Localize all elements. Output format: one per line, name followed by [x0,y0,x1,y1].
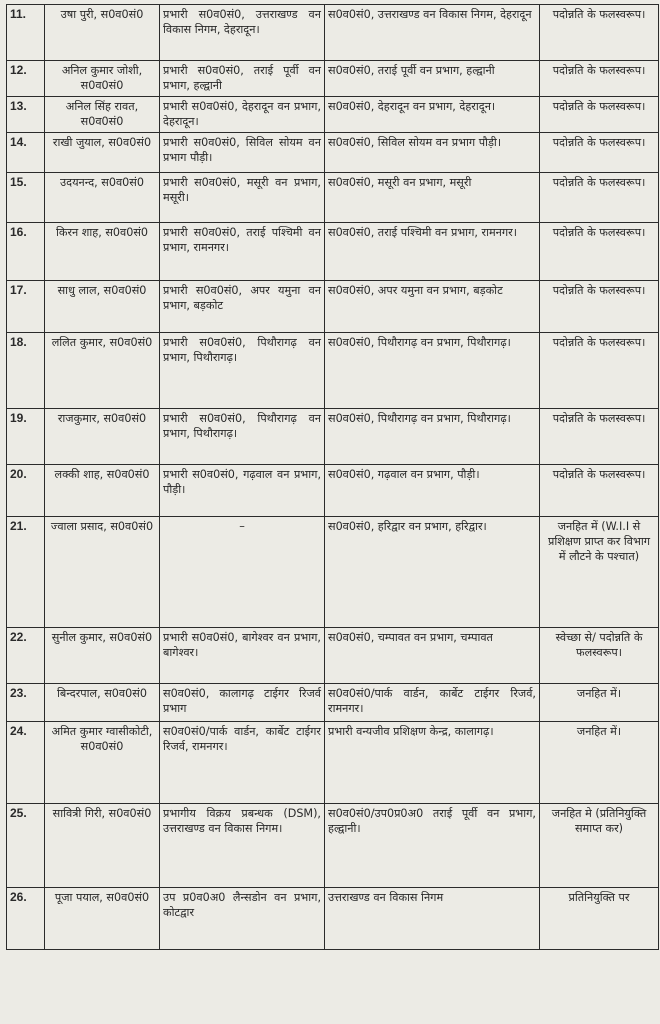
current-posting: प्रभारी स0व0सं0, मसूरी वन प्रभाग, मसूरी। [160,173,325,223]
current-posting: प्रभागीय विक्रय प्रबन्धक (DSM), उत्तराखण्ड वन विकास निगम। [160,804,325,888]
table-row [7,517,659,628]
employee-name: उषा पुरी, स0व0सं0 [45,5,160,61]
table-row [7,465,659,517]
row-number: 22. [7,628,45,684]
employee-name: राखी जुयाल, स0व0सं0 [45,133,160,173]
table-row [7,409,659,465]
new-posting: स0व0सं0, तराई पश्चिमी वन प्रभाग, रामनगर। [325,223,540,281]
row-number: 24. [7,722,45,804]
remark: प्रतिनियुक्ति पर [540,888,659,950]
current-posting: प्रभारी स0व0सं0, अपर यमुना वन प्रभाग, बड़कोट [160,281,325,333]
current-posting: प्रभारी स0व0सं0, गढ़वाल वन प्रभाग, पौड़ी। [160,465,325,517]
employee-name: अनिल सिंह रावत, स0व0सं0 [45,97,160,133]
employee-name: किरन शाह, स0व0सं0 [45,223,160,281]
new-posting: स0व0सं0, मसूरी वन प्रभाग, मसूरी [325,173,540,223]
row-number: 18. [7,333,45,409]
row-number: 23. [7,684,45,722]
current-posting: प्रभारी स0व0सं0, पिथौरागढ़ वन प्रभाग, पिथौरागढ़। [160,333,325,409]
current-posting: प्रभारी स0व0सं0, बागेश्वर वन प्रभाग, बागेश्वर। [160,628,325,684]
remark: पदोन्नति के फलस्वरूप। [540,97,659,133]
current-posting: स0व0सं0/पार्क वार्डन, कार्बेट टाईगर रिजर्व, रामनगर। [160,722,325,804]
remark: पदोन्नति के फलस्वरूप। [540,223,659,281]
employee-name: उदयनन्द, स0व0सं0 [45,173,160,223]
table-row [7,173,659,223]
employee-name: अमित कुमार ग्वासीकोटी, स0व0सं0 [45,722,160,804]
remark: पदोन्नति के फलस्वरूप। [540,133,659,173]
row-number: 15. [7,173,45,223]
table-row [7,223,659,281]
new-posting: स0व0सं0/पार्क वार्डन, कार्बेट टाईगर रिजर्व, रामनगर। [325,684,540,722]
remark: पदोन्नति के फलस्वरूप। [540,5,659,61]
current-posting: प्रभारी स0व0सं0, पिथौरागढ़ वन प्रभाग, पिथौरागढ़। [160,409,325,465]
row-number: 20. [7,465,45,517]
table-row [7,628,659,684]
employee-name: ज्वाला प्रसाद, स0व0सं0 [45,517,160,628]
row-number: 11. [7,5,45,61]
remark: पदोन्नति के फलस्वरूप। [540,281,659,333]
table-row [7,5,659,61]
current-posting: प्रभारी स0व0सं0, उत्तराखण्ड वन विकास निगम, देहरादून। [160,5,325,61]
employee-name: साधु लाल, स0व0सं0 [45,281,160,333]
table-row [7,722,659,804]
new-posting: स0व0सं0/उप0प्र0अ0 तराई पूर्वी वन प्रभाग, हल्द्वानी। [325,804,540,888]
row-number: 12. [7,61,45,97]
table-row [7,684,659,722]
row-number: 21. [7,517,45,628]
transfer-table [6,4,659,950]
table-row [7,804,659,888]
row-number: 14. [7,133,45,173]
remark: पदोन्नति के फलस्वरूप। [540,173,659,223]
current-posting: प्रभारी स0व0सं0, तराई पश्चिमी वन प्रभाग, रामनगर। [160,223,325,281]
new-posting: स0व0सं0, अपर यमुना वन प्रभाग, बड़कोट [325,281,540,333]
row-number: 17. [7,281,45,333]
remark: पदोन्नति के फलस्वरूप। [540,409,659,465]
new-posting: प्रभारी वन्यजीव प्रशिक्षण केन्द्र, कालागढ़। [325,722,540,804]
remark: जनहित में। [540,722,659,804]
employee-name: राजकुमार, स0व0सं0 [45,409,160,465]
row-number: 19. [7,409,45,465]
new-posting: स0व0सं0, तराई पूर्वी वन प्रभाग, हल्द्वानी [325,61,540,97]
current-posting: प्रभारी स0व0सं0, सिविल सोयम वन प्रभाग पौड़ी। [160,133,325,173]
table-row [7,333,659,409]
table-row [7,281,659,333]
current-posting: प्रभारी स0व0सं0, देहरादून वन प्रभाग, देहरादून। [160,97,325,133]
employee-name: लक्की शाह, स0व0सं0 [45,465,160,517]
remark: पदोन्नति के फलस्वरूप। [540,333,659,409]
employee-name: पूजा पयाल, स0व0सं0 [45,888,160,950]
remark: जनहित मे (प्रतिनियुक्ति समाप्त कर) [540,804,659,888]
row-number: 16. [7,223,45,281]
table-row [7,97,659,133]
new-posting: स0व0सं0, हरिद्वार वन प्रभाग, हरिद्वार। [325,517,540,628]
current-posting: प्रभारी स0व0सं0, तराई पूर्वी वन प्रभाग, हल्द्वानी [160,61,325,97]
new-posting: स0व0सं0, पिथौरागढ़ वन प्रभाग, पिथौरागढ़। [325,409,540,465]
new-posting: स0व0सं0, पिथौरागढ़ वन प्रभाग, पिथौरागढ़। [325,333,540,409]
remark: जनहित में (W.I.I से प्रशिक्षण प्राप्त कर विभाग में लौटने के पश्चात) [540,517,659,628]
employee-name: सुनील कुमार, स0व0सं0 [45,628,160,684]
new-posting: स0व0सं0, सिविल सोयम वन प्रभाग पौड़ी। [325,133,540,173]
new-posting: स0व0सं0, उत्तराखण्ड वन विकास निगम, देहरादून [325,5,540,61]
remark: स्वेच्छा से/ पदोन्नति के फलस्वरूप। [540,628,659,684]
current-posting: – [160,517,325,628]
new-posting: स0व0सं0, देहरादून वन प्रभाग, देहरादून। [325,97,540,133]
employee-name: अनिल कुमार जोशी, स0व0सं0 [45,61,160,97]
new-posting: स0व0सं0, चम्पावत वन प्रभाग, चम्पावत [325,628,540,684]
new-posting: स0व0सं0, गढ़वाल वन प्रभाग, पौड़ी। [325,465,540,517]
employee-name: सावित्री गिरी, स0व0सं0 [45,804,160,888]
remark: पदोन्नति के फलस्वरूप। [540,465,659,517]
table-row [7,133,659,173]
employee-name: बिन्दरपाल, स0व0सं0 [45,684,160,722]
employee-name: ललित कुमार, स0व0सं0 [45,333,160,409]
row-number: 13. [7,97,45,133]
current-posting: उप प्र0व0अ0 लैन्सडोन वन प्रभाग, कोटद्वार [160,888,325,950]
new-posting: उत्तराखण्ड वन विकास निगम [325,888,540,950]
current-posting: स0व0सं0, कालागढ़ टाईगर रिजर्व प्रभाग [160,684,325,722]
table-row [7,888,659,950]
table-row [7,61,659,97]
row-number: 25. [7,804,45,888]
remark: जनहित में। [540,684,659,722]
row-number: 26. [7,888,45,950]
remark: पदोन्नति के फलस्वरूप। [540,61,659,97]
